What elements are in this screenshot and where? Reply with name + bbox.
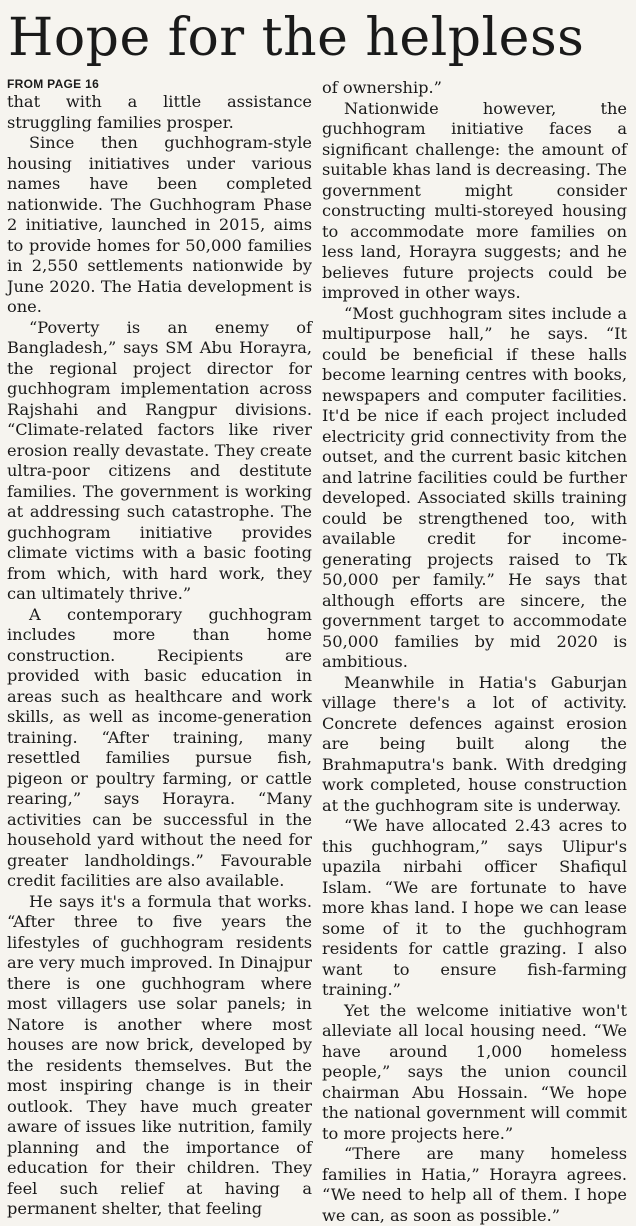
paragraph: He says it's a formula that works. “After three to five years the lifestyles of guchhogram residents are very much improved. In Dinajpur there is one guchhogram where most villagers use solar panels; in Natore is another where most houses are now brick, developed by the residents themselves. But the most inspiring change is in their outlook. They have much greater aware of issues like nutrition, family planning and the importance of education for their children. They feel such relief at having a permanent shelter, that feeling — [7, 891, 312, 1218]
paragraph: Yet the welcome initiative won't alleviate all local housing need. “We have around 1,000 homeless people,” says the union council chairman Abu Hossain. “We hope the national government will commit to more projects here.” — [322, 1000, 627, 1143]
paragraph: “There are many homeless families in Hatia,” Horayra agrees. “We need to help all of them. I hope we can, as soon as possible.” — [322, 1144, 627, 1225]
paragraph: of ownership.” — [322, 78, 442, 97]
right-column — [322, 78, 627, 1226]
paragraph: Meanwhile in Hatia's Gaburjan village there's a lot of activity. Concrete defences against erosion are being built along the Brahmaputra's bank. With dredging work completed, house construction at the guchhogram site is underway. — [322, 672, 627, 815]
paragraph: A contemporary guchhogram includes more than home construction. Recipients are provided with basic education in areas such as healthcare and work skills, as well as income-generation training. “After training, many resettled families pursue fish, pigeon or poultry farming, or cattle rearing,” says Horayra. “Many activities can be successful in the household yard without the need for greater landholdings.” Favourable credit facilities are also available. — [7, 604, 312, 890]
paragraph: “We have allocated 2.43 acres to this guchhogram,” says Ulipur's upazila nirbahi officer Shafiqul Islam. “We are fortunate to have more khas land. I hope we can lease some of it to the guchhogram residents for cattle grazing. I also want to ensure fish-farming training.” — [322, 816, 627, 999]
paragraph: that with a little assistance struggling families prosper. — [7, 92, 312, 132]
continued-from-label: FROM PAGE 16 — [7, 77, 100, 91]
headline: Hope for the helpless — [8, 8, 585, 68]
paragraph: Since then guchhogram-style housing initiatives under various names have been completed nationwide. The Guchhogram Phase 2 initiative, launched in 2015, aims to provide homes for 50,000 families in 2,550 settlements nationwide by June 2020. The Hatia development is one. — [7, 133, 312, 316]
paragraph: Nationwide however, the guchhogram initiative faces a significant challenge: the amount of suitable khas land is decreasing. The government might consider constructing multi-storeyed housing to accommodate more families on less land, Horayra suggests; and he believes future projects could be improved in other ways. — [322, 98, 627, 302]
paragraph: “Most guchhogram sites include a multipurpose hall,” he says. “It could be beneficial if these halls become learning centres with books, newspapers and computer facilities. It'd be nice if each project included electricity grid connectivity from the outset, and the current basic kitchen and latrine facilities could be further developed. Associated skills training could be strengthened too, with available credit for income-generating projects raised to Tk 50,000 per family.” He says that although efforts are sincere, the government target to accommodate 50,000 families by mid 2020 is ambitious. — [322, 303, 627, 671]
left-column — [7, 76, 312, 1220]
paragraph: “Poverty is an enemy of Bangladesh,” says SM Abu Horayra, the regional project director for guchhogram implementation across Rajshahi and Rangpur divisions. “Climate-related factors like river erosion really devastate. They create ultra-poor citizens and destitute families. The government is working at addressing such catastrophe. The guchhogram initiative provides climate victims with a basic footing from which, with hard work, they can ultimately thrive.” — [7, 317, 312, 603]
